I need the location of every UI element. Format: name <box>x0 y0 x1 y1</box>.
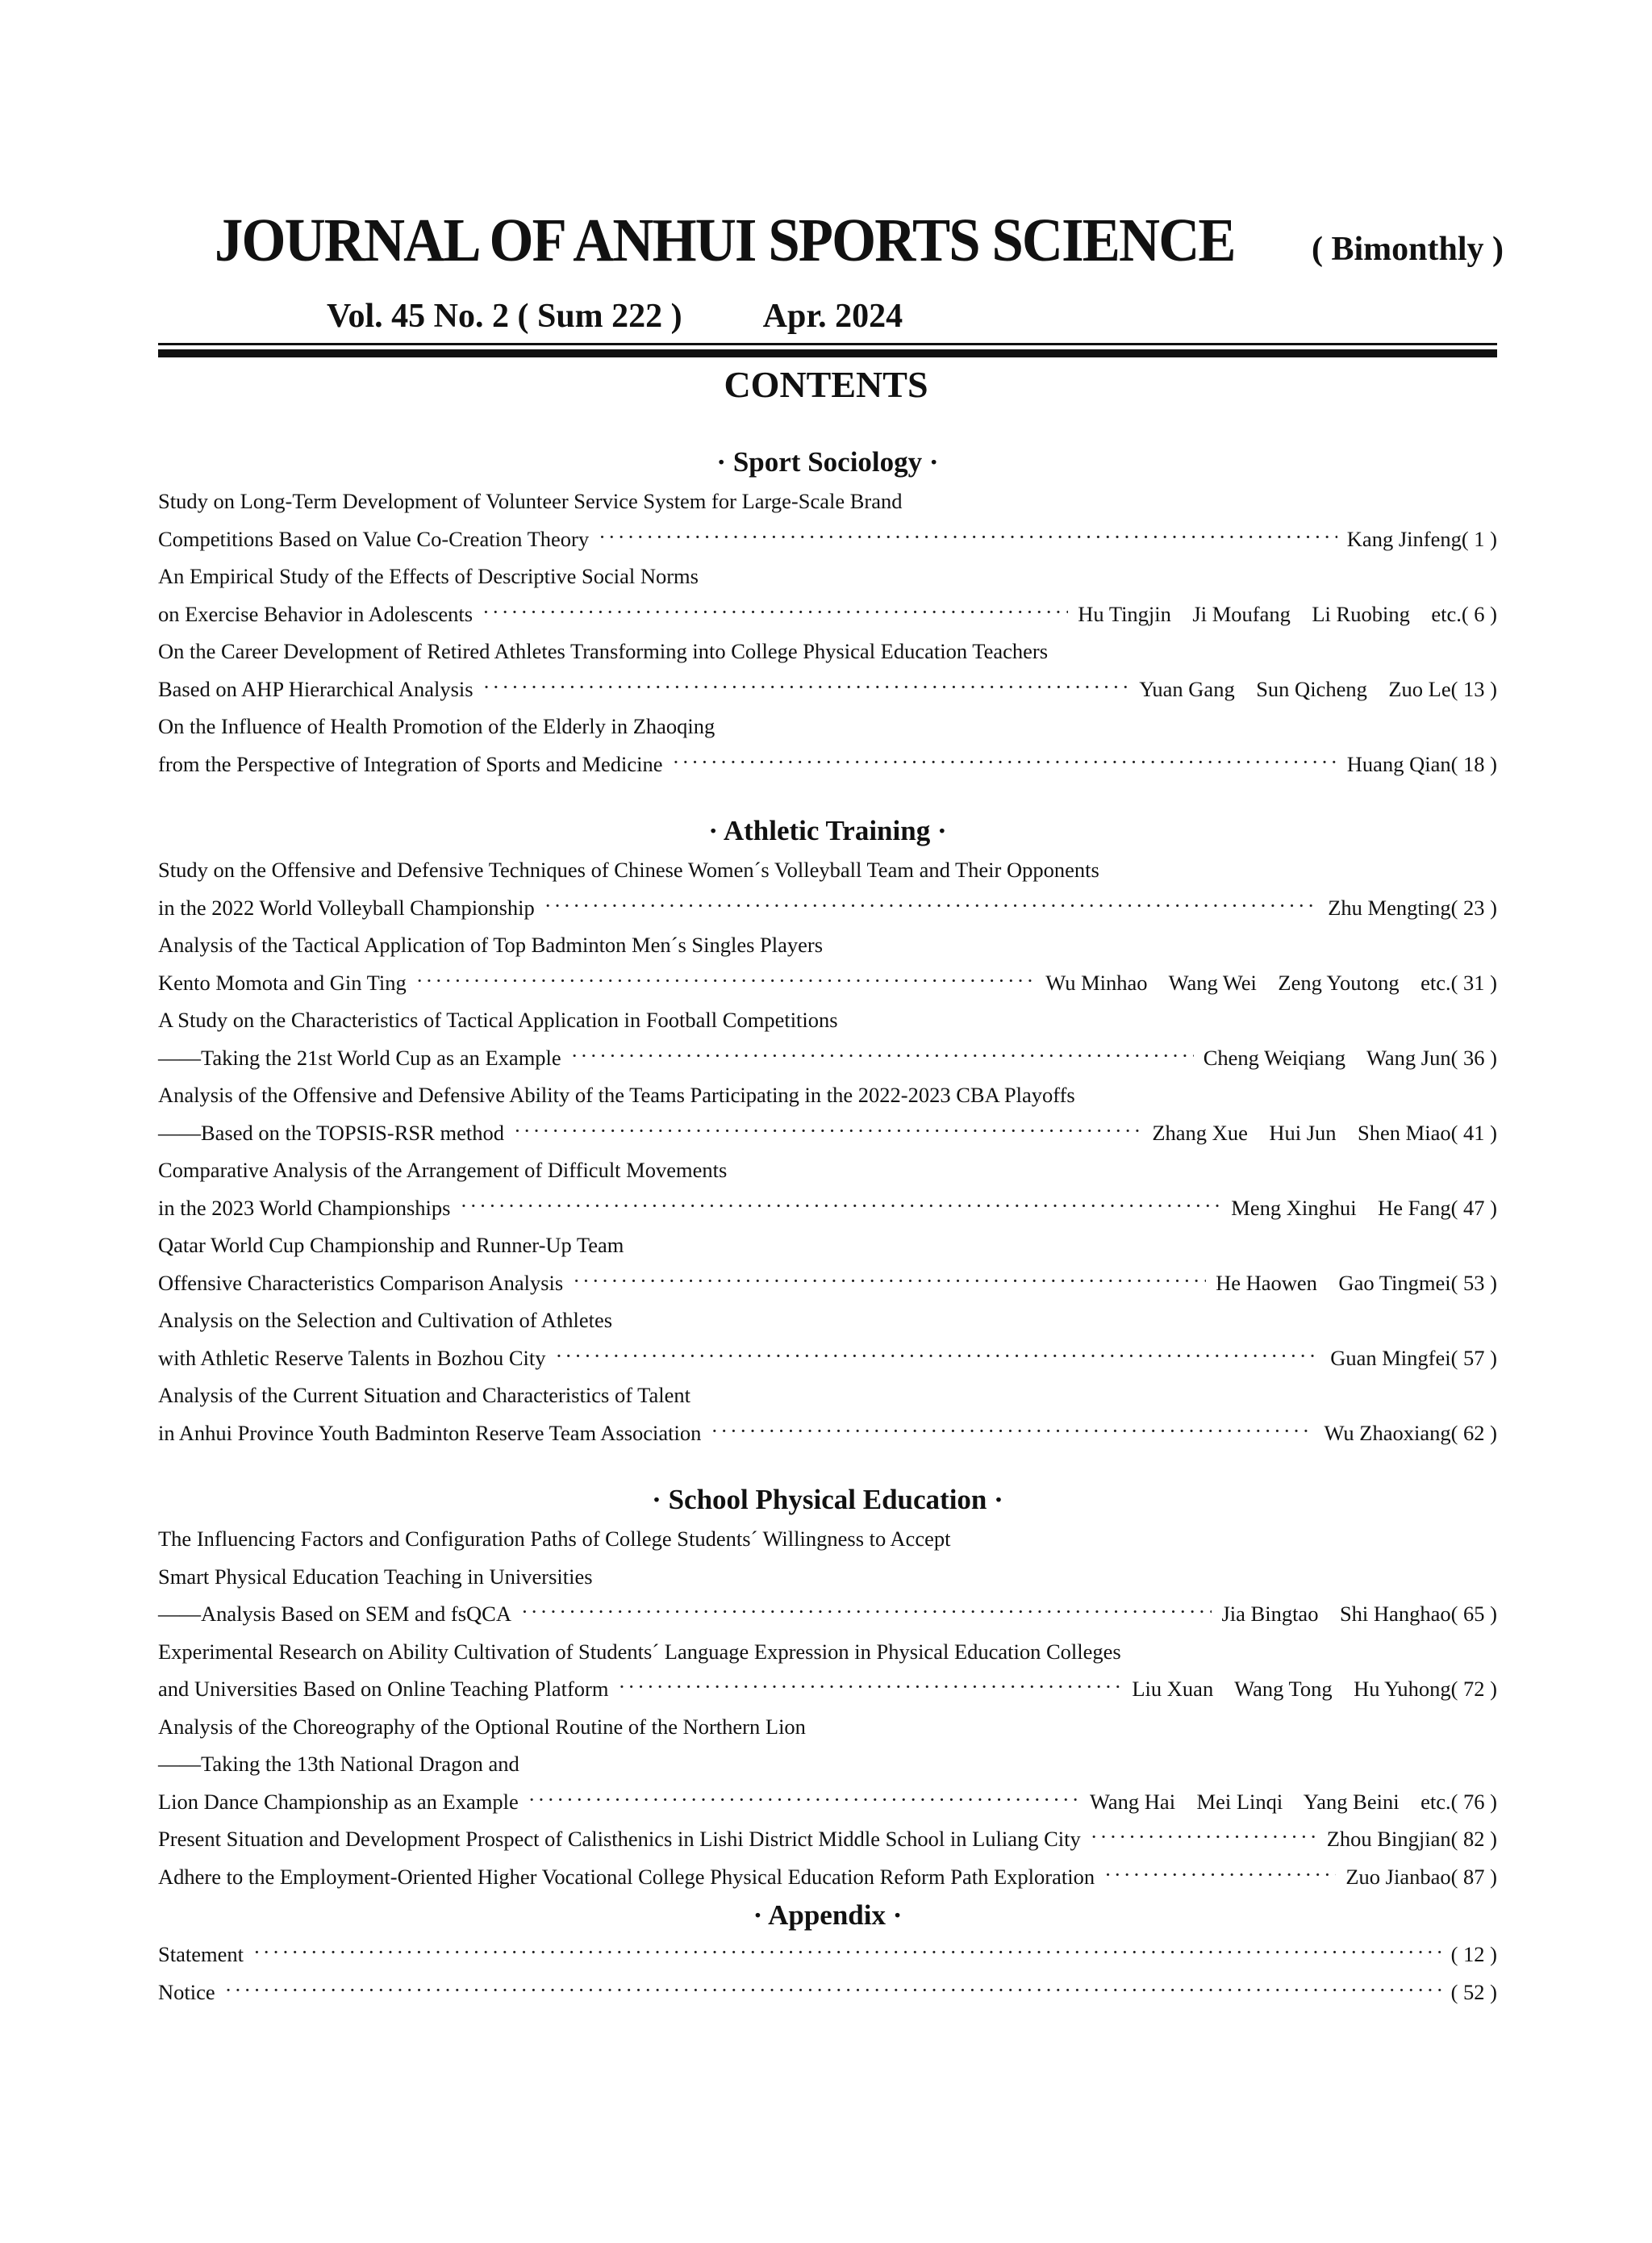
toc-entry-line <box>158 1264 1497 1302</box>
entry-authors: Kang Jinfeng <box>1346 526 1462 551</box>
entry-title: from the Perspective of Integration of Sports and Medicine <box>158 751 663 776</box>
toc-entry[interactable] <box>158 1633 1497 1708</box>
dot-leader <box>514 1114 1142 1152</box>
entry-title: Analysis on the Selection and Cultivation of Athletes <box>158 1308 613 1332</box>
toc-entry[interactable] <box>158 1376 1497 1451</box>
entry-authors: Zuo Jianbao <box>1345 1864 1451 1889</box>
dot-leader <box>555 1339 1320 1377</box>
section-spacer <box>158 783 1497 811</box>
section-heading: · School Physical Education · <box>652 1484 1003 1515</box>
entry-title: The Influencing Factors and Configuration Paths of College Students´ Willingness to Accept <box>158 1527 951 1551</box>
entry-authors-page <box>1451 1936 1497 1974</box>
volume-number: Vol. 45 No. 2 ( Sum 222 ) <box>327 298 682 335</box>
entry-page-number: ( 76 ) <box>1450 1789 1497 1814</box>
entry-authors: Liu Xuan Wang Tong Hu Yuhong <box>1132 1677 1451 1701</box>
entry-page-number: ( 13 ) <box>1450 676 1497 701</box>
entry-page-number: ( 18 ) <box>1450 751 1497 776</box>
entry-authors-page <box>1078 595 1497 633</box>
entry-title: ——Taking the 13th National Dragon and <box>158 1752 519 1776</box>
entry-title: Competitions Based on Value Co-Creation Theory <box>158 526 590 551</box>
entry-authors-page <box>1221 1595 1497 1633</box>
toc-entry[interactable] <box>158 1974 1497 2011</box>
entry-authors-page <box>1152 1114 1497 1152</box>
toc-entry[interactable] <box>158 1858 1497 1896</box>
entry-authors: Huang Qian <box>1346 751 1451 776</box>
entry-title: in the 2022 World Volleyball Championship <box>158 895 535 920</box>
entry-title: ——Analysis Based on SEM and fsQCA <box>158 1602 511 1626</box>
entry-authors-page <box>1327 1820 1497 1858</box>
header-rule-thin <box>158 343 1497 345</box>
entry-page-number: ( 52 ) <box>1450 1979 1497 2004</box>
toc-entry[interactable] <box>158 558 1497 633</box>
entry-title: Study on Long-Term Development of Volunteer Service System for Large-Scale Brand <box>158 489 903 513</box>
entry-title: with Athletic Reserve Talents in Bozhou City <box>158 1345 546 1370</box>
dot-leader <box>571 1039 1194 1077</box>
entry-page-number: ( 6 ) <box>1461 601 1497 626</box>
dot-leader <box>253 1936 1441 1974</box>
entry-page-number: ( 47 ) <box>1450 1195 1497 1220</box>
toc-entry-line <box>158 1974 1497 2011</box>
toc-entry-line <box>158 1820 1497 1858</box>
toc-entry-line <box>158 1301 1497 1339</box>
entry-authors-page <box>1231 1189 1497 1227</box>
table-of-contents <box>158 442 1497 2011</box>
toc-entry-line <box>158 746 1497 783</box>
entry-title: Lion Dance Championship as an Example <box>158 1789 519 1814</box>
dot-leader <box>225 1974 1441 2011</box>
entry-authors-page <box>1347 746 1497 783</box>
entry-authors-page <box>1216 1264 1497 1302</box>
entry-authors-page <box>1132 1670 1497 1708</box>
dot-leader <box>1091 1820 1317 1858</box>
header-rule-thick <box>158 349 1497 357</box>
toc-entry-line <box>158 1595 1497 1633</box>
entry-page-number: ( 65 ) <box>1450 1602 1497 1626</box>
entry-title: Analysis of the Choreography of the Optional Routine of the Northern Lion <box>158 1714 806 1739</box>
entry-authors: Zhang Xue Hui Jun Shen Miao <box>1152 1120 1451 1145</box>
section-heading: · Sport Sociology · <box>716 446 939 478</box>
entry-page-number: ( 87 ) <box>1450 1864 1497 1889</box>
toc-entry[interactable] <box>158 1708 1497 1821</box>
toc-entry-line <box>158 1708 1497 1746</box>
entry-title: in Anhui Province Youth Badminton Reserve Team Association <box>158 1420 702 1445</box>
toc-entry-line <box>158 1189 1497 1227</box>
entry-title: A Study on the Characteristics of Tactical Application in Football Competitions <box>158 1008 838 1032</box>
contents-heading: CONTENTS <box>724 364 928 405</box>
dot-leader <box>573 1264 1206 1302</box>
toc-entry-line <box>158 1376 1497 1414</box>
entry-authors: Wu Minhao Wang Wei Zeng Youtong etc. <box>1045 970 1451 995</box>
entry-page-number: ( 31 ) <box>1450 970 1497 995</box>
toc-entry-line <box>158 1745 1497 1783</box>
toc-entry[interactable] <box>158 1301 1497 1376</box>
entry-authors: Jia Bingtao Shi Hanghao <box>1221 1602 1451 1626</box>
entry-authors: Hu Tingjin Ji Moufang Li Ruobing etc. <box>1078 601 1462 626</box>
entry-authors: Guan Mingfei <box>1330 1345 1451 1370</box>
entry-authors: Wu Zhaoxiang <box>1324 1420 1451 1445</box>
entry-page-number: ( 41 ) <box>1450 1120 1497 1145</box>
entry-authors-page <box>1330 1339 1497 1377</box>
toc-entry-line <box>158 926 1497 964</box>
toc-entry[interactable] <box>158 1820 1497 1858</box>
entry-title: Based on AHP Hierarchical Analysis <box>158 676 473 701</box>
entry-title: Statement <box>158 1942 244 1966</box>
toc-entry-line <box>158 1633 1497 1671</box>
dot-leader <box>528 1783 1080 1821</box>
entry-title: on Exercise Behavior in Adolescents <box>158 601 473 626</box>
toc-entry-line <box>158 1339 1497 1377</box>
toc-entry-line <box>158 1039 1497 1077</box>
dot-leader <box>416 964 1037 1002</box>
entry-authors-page <box>1451 1974 1497 2011</box>
entry-title: Adhere to the Employment-Oriented Higher Vocational College Physical Education Reform Path Exploration <box>158 1864 1095 1889</box>
dot-leader <box>483 670 1130 708</box>
toc-entry-line <box>158 558 1497 595</box>
entry-title: Analysis of the Offensive and Defensive Ability of the Teams Participating in the 2022-2023 CBA Playoffs <box>158 1083 1075 1107</box>
entry-authors-page <box>1324 1414 1497 1452</box>
dot-leader <box>482 595 1068 633</box>
toc-entry[interactable] <box>158 708 1497 783</box>
toc-entry-line <box>158 1936 1497 1974</box>
toc-entry[interactable] <box>158 1226 1497 1301</box>
dot-leader <box>599 520 1337 558</box>
toc-entry-line <box>158 889 1497 927</box>
entry-authors: Zhu Mengting <box>1328 895 1451 920</box>
entry-title: ——Based on the TOPSIS-RSR method <box>158 1120 504 1145</box>
toc-entry-line <box>158 851 1497 889</box>
toc-entry[interactable] <box>158 851 1497 926</box>
toc-entry[interactable] <box>158 1001 1497 1076</box>
entry-title: Experimental Research on Ability Cultivation of Students´ Language Expression in Physical Education Colleges <box>158 1639 1121 1664</box>
entry-title: Comparative Analysis of the Arrangement of Difficult Movements <box>158 1158 728 1182</box>
toc-entry-line <box>158 633 1497 670</box>
toc-entry[interactable] <box>158 1520 1497 1633</box>
toc-entry-line <box>158 1151 1497 1189</box>
toc-entry-line <box>158 1001 1497 1039</box>
entry-title: An Empirical Study of the Effects of Descriptive Social Norms <box>158 564 699 588</box>
entry-page-number: ( 72 ) <box>1450 1677 1497 1701</box>
toc-entry-line <box>158 1414 1497 1452</box>
section-heading: · Appendix · <box>753 1899 903 1931</box>
dot-leader <box>544 889 1318 927</box>
toc-entry[interactable] <box>158 633 1497 708</box>
entry-page-number: ( 82 ) <box>1450 1827 1497 1851</box>
issue-info <box>327 297 903 336</box>
entry-title: On the Influence of Health Promotion of the Elderly in Zhaoqing <box>158 714 715 738</box>
toc-entry-line <box>158 595 1497 633</box>
entry-authors-page <box>1328 889 1497 927</box>
entry-title: Analysis of the Current Situation and Characteristics of Talent <box>158 1383 691 1407</box>
entry-authors: Meng Xinghui He Fang <box>1231 1195 1451 1220</box>
toc-entry-line <box>158 1858 1497 1896</box>
toc-entry-line <box>158 708 1497 746</box>
entry-authors: He Haowen Gao Tingmei <box>1216 1270 1451 1295</box>
entry-title: Qatar World Cup Championship and Runner-Up Team <box>158 1233 624 1257</box>
toc-entry-line <box>158 1520 1497 1558</box>
toc-entry[interactable] <box>158 926 1497 1001</box>
toc-entry[interactable] <box>158 1151 1497 1226</box>
dot-leader <box>618 1670 1122 1708</box>
masthead <box>215 206 1505 286</box>
toc-entry-line <box>158 1670 1497 1708</box>
journal-title: JOURNAL OF ANHUI SPORTS SCIENCE <box>215 207 1235 274</box>
toc-entry-line <box>158 1783 1497 1821</box>
toc-entry-line <box>158 520 1497 558</box>
entry-page-number: ( 57 ) <box>1450 1345 1497 1370</box>
entry-title: Notice <box>158 1979 215 2004</box>
entry-title: ——Taking the 21st World Cup as an Example <box>158 1045 561 1070</box>
section-heading: · Athletic Training · <box>708 815 947 846</box>
entry-title: Present Situation and Development Prospect of Calisthenics in Lishi District Middle School in Luliang City <box>158 1827 1081 1851</box>
dot-leader <box>673 746 1337 783</box>
toc-entry[interactable] <box>158 482 1497 558</box>
entry-page-number: ( 53 ) <box>1450 1270 1497 1295</box>
dot-leader <box>711 1414 1314 1452</box>
toc-entry-line <box>158 1114 1497 1152</box>
dot-leader <box>1104 1858 1336 1896</box>
section-spacer <box>158 1451 1497 1480</box>
toc-entry-line <box>158 482 1497 520</box>
entry-title: Offensive Characteristics Comparison Analysis <box>158 1270 564 1295</box>
entry-authors-page <box>1347 520 1497 558</box>
toc-entry-line <box>158 1076 1497 1114</box>
entry-title: Kento Momota and Gin Ting <box>158 970 407 995</box>
entry-authors: Yuan Gang Sun Qicheng Zuo Le <box>1139 676 1451 701</box>
issue-date: Apr. 2024 <box>762 298 903 335</box>
dot-leader <box>521 1595 1212 1633</box>
toc-entry[interactable] <box>158 1936 1497 1974</box>
entry-title: in the 2023 World Championships <box>158 1195 451 1220</box>
toc-entry-line <box>158 964 1497 1002</box>
entry-authors-page <box>1139 670 1497 708</box>
entry-title: Study on the Offensive and Defensive Techniques of Chinese Women´s Volleyball Team and Their Opponents <box>158 858 1099 882</box>
publication-frequency: ( Bimonthly ) <box>1312 231 1504 268</box>
entry-authors-page <box>1345 1858 1497 1896</box>
entry-authors-page <box>1045 964 1497 1002</box>
entry-authors: Wang Hai Mei Linqi Yang Beini etc. <box>1090 1789 1451 1814</box>
entry-authors-page <box>1204 1039 1497 1077</box>
entry-authors: Cheng Weiqiang Wang Jun <box>1203 1045 1451 1070</box>
entry-page-number: ( 12 ) <box>1450 1942 1497 1966</box>
entry-authors: Zhou Bingjian <box>1326 1827 1451 1851</box>
toc-entry[interactable] <box>158 1076 1497 1151</box>
dot-leader <box>461 1189 1222 1227</box>
toc-entry-line <box>158 670 1497 708</box>
toc-entry-line <box>158 1226 1497 1264</box>
entry-title: Smart Physical Education Teaching in Universities <box>158 1564 593 1589</box>
entry-page-number: ( 23 ) <box>1450 895 1497 920</box>
entry-title: On the Career Development of Retired Athletes Transforming into College Physical Education Teachers <box>158 639 1049 663</box>
entry-page-number: ( 62 ) <box>1450 1420 1497 1445</box>
entry-authors-page <box>1090 1783 1497 1821</box>
entry-page-number: ( 36 ) <box>1450 1045 1497 1070</box>
entry-title: Analysis of the Tactical Application of Top Badminton Men´s Singles Players <box>158 933 824 957</box>
toc-entry-line <box>158 1558 1497 1596</box>
entry-page-number: ( 1 ) <box>1461 526 1497 551</box>
entry-title: and Universities Based on Online Teaching Platform <box>158 1677 609 1701</box>
